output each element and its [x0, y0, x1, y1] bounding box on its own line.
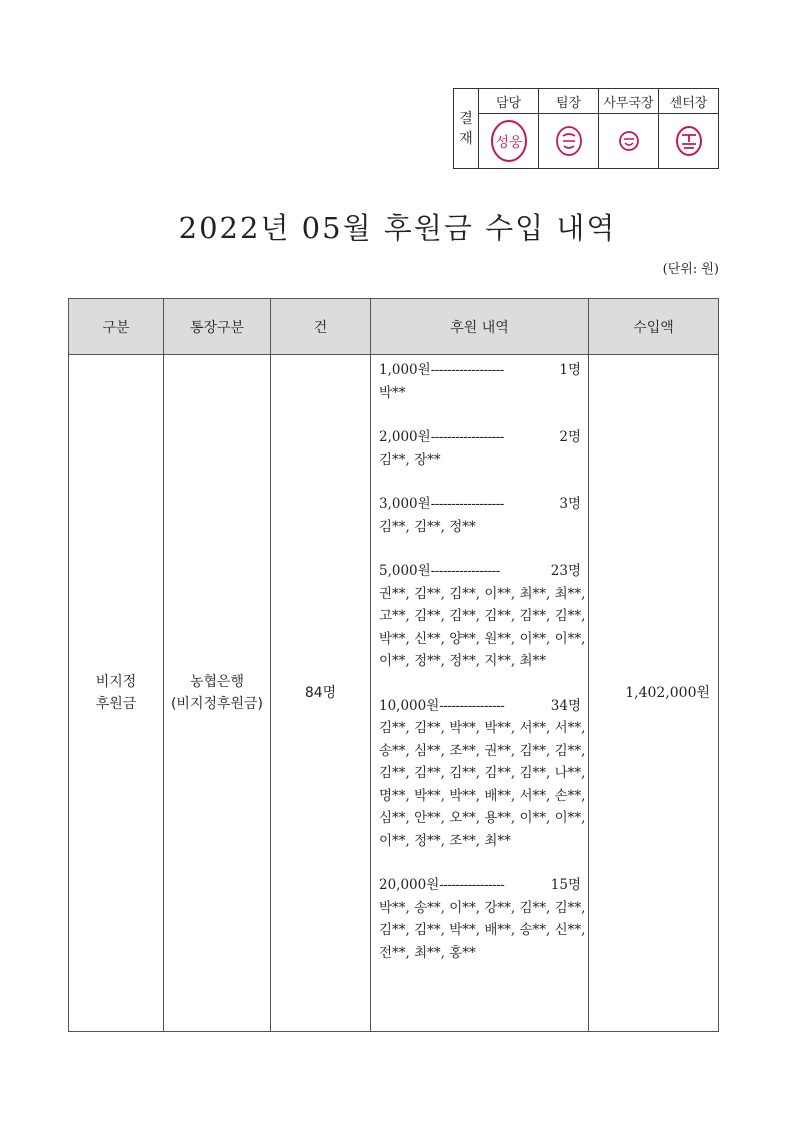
- amount-label: 3,000원: [379, 496, 431, 512]
- header-account: 통장구분: [164, 299, 271, 355]
- donor-names: 김**, 김**, 정**: [379, 518, 476, 535]
- stamp-center-head: [659, 114, 718, 168]
- approval-head-director: 사무국장: [599, 89, 658, 114]
- amount-dashes: -----------------: [430, 563, 500, 579]
- amount-people: 2명: [559, 429, 581, 445]
- header-count: 건: [271, 299, 371, 355]
- approval-head-teamlead: 팀장: [539, 89, 598, 114]
- donor-names: 김**, 김**, 박**, 박**, 서**, 서**, 송**, 심**, 조**, 권**, 김**, 김**, 김**, 김**, 김**, 김**, 김**, 나**, 명**, 박**, 박**, 배**, 서**, 손**, 심**, 안**, 오**, 용**, 이**, 이**, 이**, 정**, 조**, 최**: [379, 720, 586, 849]
- cell-account: 농협은행 (비지정후원금): [164, 355, 271, 1032]
- unit-note: (단위: 원): [662, 262, 719, 277]
- amount-dashes: ----------------: [439, 877, 505, 893]
- amount-people: 3명: [559, 496, 581, 512]
- amount-people: 15명: [550, 877, 581, 893]
- stamp-staff: [479, 114, 538, 168]
- amount-group: [379, 426, 582, 471]
- cell-details: [371, 355, 589, 1032]
- cell-category: 비지정 후원금: [69, 355, 164, 1032]
- approval-col-director: [599, 89, 659, 168]
- amount-people: 1명: [559, 362, 581, 378]
- approval-head-staff: 담당: [479, 89, 538, 114]
- amount-people: 23명: [550, 563, 581, 579]
- amount-dashes: ------------------: [430, 496, 504, 512]
- approval-head-center-head: 센터장: [659, 89, 718, 114]
- amount-label: 10,000원: [379, 697, 440, 714]
- amount-people: 34명: [550, 697, 581, 714]
- amount-group: [379, 359, 582, 404]
- donation-table: [68, 298, 719, 1032]
- header-income: 수입액: [589, 299, 719, 355]
- amount-dashes: ------------------: [430, 362, 504, 378]
- approval-col-center-head: [659, 89, 718, 168]
- approval-col-teamlead: [539, 89, 599, 168]
- stamp-staff-text: 성웅: [494, 135, 523, 151]
- donor-names: 박**, 송**, 이**, 강**, 김**, 김**, 김**, 김**, 박**, 배**, 송**, 신**, 전**, 최**, 홍**: [379, 899, 586, 961]
- cell-total-income: 1,402,000원: [589, 355, 719, 1032]
- approval-box: [453, 88, 719, 169]
- amount-group: [379, 560, 586, 673]
- amount-label: 5,000원: [379, 563, 431, 579]
- approval-label: [454, 89, 479, 168]
- donor-names: 권**, 김**, 김**, 이**, 최**, 최**, 고**, 김**, 김**, 김**, 김**, 김**, 박**, 신**, 양**, 원**, 이**, 이**, 이**, 정**, 정**, 지**, 최**: [379, 585, 586, 669]
- approval-label-text: 결 재: [459, 110, 473, 147]
- cell-count: 84명: [271, 355, 371, 1032]
- amount-dashes: ------------------: [430, 429, 504, 445]
- stamp-teamlead: [539, 114, 598, 168]
- amount-group: [379, 874, 586, 964]
- amount-label: 1,000원: [379, 362, 431, 378]
- donor-names: 박**: [379, 384, 406, 401]
- amount-group: [379, 493, 582, 538]
- amount-label: 2,000원: [379, 429, 431, 445]
- amount-group: [379, 695, 586, 853]
- amount-label: 20,000원: [379, 877, 440, 893]
- table-row: [69, 355, 719, 1032]
- donor-names: 김**, 장**: [379, 451, 441, 468]
- header-details: 후원 내역: [371, 299, 589, 355]
- header-category: 구분: [69, 299, 164, 355]
- stamp-director: [599, 114, 658, 168]
- table-header-row: [69, 299, 719, 355]
- approval-col-staff: [479, 89, 539, 168]
- page-title: 2022년 05월 후원금 수입 내역: [178, 211, 617, 245]
- amount-dashes: ----------------: [439, 697, 505, 714]
